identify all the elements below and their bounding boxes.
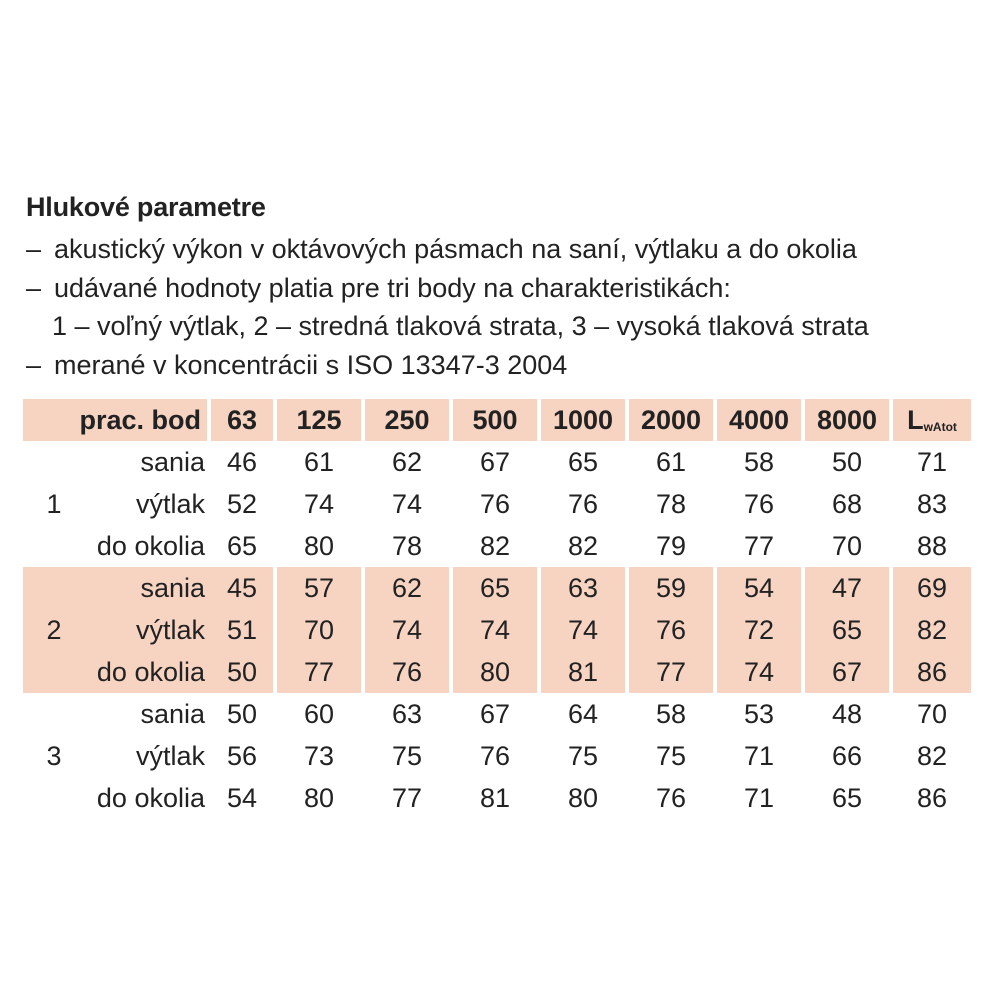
- bullet-text: 1 – voľný výtlak, 2 – stredná tlaková strata, 3 – vysoká tlaková strata: [52, 311, 869, 341]
- table-cell: 63: [541, 567, 629, 609]
- header-freq-8000: 8000: [805, 399, 893, 441]
- table-row: [23, 609, 971, 651]
- table-cell: 83: [916, 488, 948, 519]
- table-cell: 65: [453, 567, 541, 609]
- row-label: výtlak: [85, 609, 211, 651]
- row-label: výtlak: [135, 488, 205, 519]
- table-cell: 82: [916, 740, 948, 771]
- table-cell: 65: [831, 782, 863, 813]
- table-cell: 80: [303, 782, 335, 813]
- table-cell: 75: [655, 740, 687, 771]
- table-cell: 76: [629, 609, 717, 651]
- bullet-item: [26, 346, 869, 385]
- table-cell: 78: [655, 488, 687, 519]
- table-cell: 58: [743, 446, 775, 477]
- row-label: sania: [85, 567, 211, 609]
- header-freq-4000: 4000: [717, 399, 805, 441]
- table-cell: 76: [655, 782, 687, 813]
- table-cell: 62: [365, 567, 453, 609]
- section-heading: Hlukové parametre: [26, 192, 266, 222]
- header-freq-1000: 1000: [541, 399, 629, 441]
- table-cell: 77: [277, 651, 365, 693]
- table-cell: 48: [831, 698, 863, 729]
- table-cell: 76: [365, 651, 453, 693]
- row-label: do okolia: [96, 530, 205, 561]
- table-cell: 86: [916, 782, 948, 813]
- header-freq-63: 63: [211, 399, 277, 441]
- row-label: do okolia: [96, 782, 205, 813]
- table-cell: 53: [743, 698, 775, 729]
- bullet-list: [26, 230, 869, 384]
- table-row: [23, 693, 971, 735]
- table-cell: 77: [629, 651, 717, 693]
- table-cell: 75: [391, 740, 423, 771]
- table-cell: 60: [303, 698, 335, 729]
- table-cell: 64: [567, 698, 599, 729]
- table-cell: 74: [541, 609, 629, 651]
- table-cell: 67: [805, 651, 893, 693]
- header-freq-500: 500: [453, 399, 541, 441]
- table-cell: 65: [567, 446, 599, 477]
- table-cell: 86: [893, 651, 971, 693]
- table-cell: 51: [211, 609, 277, 651]
- operating-point-number: 3: [46, 740, 62, 771]
- table-cell: 71: [743, 740, 775, 771]
- table-row: [23, 567, 971, 609]
- table-cell: 76: [743, 488, 775, 519]
- table-cell: 82: [567, 530, 599, 561]
- row-label: výtlak: [135, 740, 205, 771]
- header-lwatot-main: L: [907, 404, 924, 435]
- table-cell: 69: [893, 567, 971, 609]
- table-cell: 68: [831, 488, 863, 519]
- table-cell: 71: [743, 782, 775, 813]
- table-cell: 81: [479, 782, 511, 813]
- row-label: sania: [140, 446, 205, 477]
- table-cell: 59: [629, 567, 717, 609]
- table-cell: 74: [453, 609, 541, 651]
- table-cell: 67: [479, 446, 511, 477]
- table-cell: 47: [805, 567, 893, 609]
- table-cell: 70: [277, 609, 365, 651]
- header-lwatot: [893, 399, 971, 441]
- bullet-text: merané v koncentrácii s ISO 13347-3 2004: [54, 349, 568, 380]
- table-cell: 88: [916, 530, 948, 561]
- bullet-dash: –: [26, 272, 42, 303]
- table-cell: 54: [226, 782, 258, 813]
- bullet-continuation: [26, 307, 869, 346]
- header-freq-250: 250: [365, 399, 453, 441]
- table-cell: 70: [916, 698, 948, 729]
- table-cell: 81: [541, 651, 629, 693]
- operating-point-number: 2: [23, 567, 85, 693]
- operating-point-number: 1: [46, 488, 62, 519]
- table-cell: 65: [805, 609, 893, 651]
- table-cell: 66: [831, 740, 863, 771]
- bullet-dash: –: [26, 349, 42, 380]
- table-body: [23, 441, 971, 819]
- table-header-row: [23, 399, 971, 441]
- table-cell: 61: [303, 446, 335, 477]
- table-cell: 50: [226, 698, 258, 729]
- table-cell: 56: [226, 740, 258, 771]
- bullet-dash: –: [26, 234, 42, 264]
- table-cell: 74: [391, 488, 423, 519]
- table-row: [23, 651, 971, 693]
- table-cell: 77: [391, 782, 423, 813]
- table-cell: 78: [391, 530, 423, 561]
- table-cell: 54: [717, 567, 805, 609]
- table-cell: 76: [479, 488, 511, 519]
- table-cell: 70: [831, 530, 863, 561]
- table-row: [23, 483, 971, 525]
- table-cell: 75: [567, 740, 599, 771]
- table-cell: 52: [226, 488, 258, 519]
- table-cell: 82: [893, 609, 971, 651]
- table-row: [23, 735, 971, 777]
- table-cell: 58: [655, 698, 687, 729]
- table-cell: 80: [567, 782, 599, 813]
- table-cell: 65: [226, 530, 258, 561]
- bullet-item: [26, 230, 869, 269]
- table-cell: 76: [479, 740, 511, 771]
- header-lwatot-sub: wAtot: [923, 419, 957, 434]
- table-cell: 46: [226, 446, 258, 477]
- table-cell: 76: [567, 488, 599, 519]
- table-cell: 80: [453, 651, 541, 693]
- row-label: do okolia: [85, 651, 211, 693]
- bullet-text: udávané hodnoty platia pre tri body na charakteristikách:: [54, 272, 731, 303]
- table-cell: 74: [303, 488, 335, 519]
- table-cell: 72: [717, 609, 805, 651]
- bullet-item: [26, 269, 869, 308]
- table-cell: 45: [211, 567, 277, 609]
- table-cell: 62: [391, 446, 423, 477]
- table-cell: 77: [743, 530, 775, 561]
- noise-parameters-table: [23, 399, 971, 819]
- table-cell: 74: [717, 651, 805, 693]
- row-label: sania: [140, 698, 205, 729]
- table-cell: 71: [916, 446, 948, 477]
- bullet-text: akustický výkon v oktávových pásmach na saní, výtlaku a do okolia: [54, 234, 857, 264]
- header-freq-2000: 2000: [629, 399, 717, 441]
- table-row: [23, 441, 971, 483]
- table-cell: 67: [479, 698, 511, 729]
- table-cell: 50: [211, 651, 277, 693]
- table-cell: 61: [655, 446, 687, 477]
- table-cell: 79: [655, 530, 687, 561]
- table-cell: 57: [277, 567, 365, 609]
- table-row: [23, 777, 971, 819]
- header-operating-point: prac. bod: [23, 399, 211, 441]
- table-cell: 74: [365, 609, 453, 651]
- table-cell: 82: [479, 530, 511, 561]
- header-freq-125: 125: [277, 399, 365, 441]
- table-cell: 80: [303, 530, 335, 561]
- table-cell: 50: [831, 446, 863, 477]
- table-cell: 63: [391, 698, 423, 729]
- table-cell: 73: [303, 740, 335, 771]
- table-row: [23, 525, 971, 567]
